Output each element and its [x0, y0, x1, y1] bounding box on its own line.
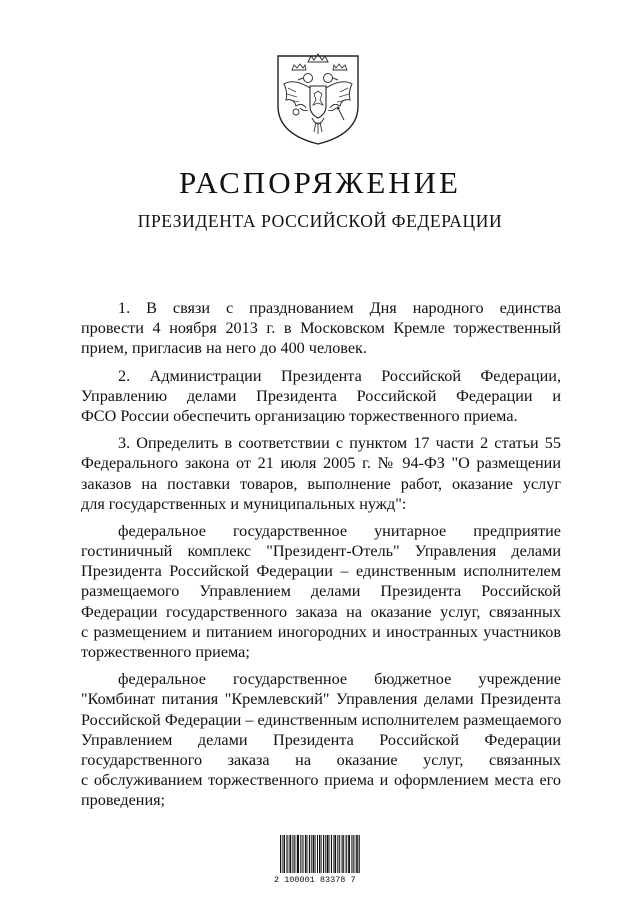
barcode-icon [280, 835, 360, 873]
paragraph-line: заказов на поставки товаров, выполнение работ, оказание услуг [81, 474, 561, 493]
paragraph-line: размещаемого Управлением делами Президента Российской [81, 582, 561, 601]
document-barcode [274, 826, 364, 888]
paragraph-line: федеральное государственное унитарное предприятие [118, 521, 561, 540]
document-title: РАСПОРЯЖЕНИЕ [179, 165, 461, 200]
paragraph-line: Управлением делами Президента Российской Федерации [81, 730, 561, 749]
paragraph-line: с размещением и питанием иногородних и иностранных участников [81, 622, 561, 641]
paragraph-line: Российской Федерации – единственным исполнителем размещаемого [81, 710, 562, 729]
document-subtitle: ПРЕЗИДЕНТА РОССИЙСКОЙ ФЕДЕРАЦИИ [137, 211, 503, 231]
paragraph-line: 1. В связи с празднованием Дня народного единства [118, 299, 561, 317]
paragraph-line: торжественного приема; [81, 643, 250, 661]
paragraph-line: Федерального закона от 21 июля 2005 г. № 94-ФЗ "О размещении [81, 454, 561, 473]
paragraph-line: 3. Определить в соответствии с пунктом 17 части 2 статьи 55 [118, 434, 561, 453]
paragraph-line: провести 4 ноября 2013 г. в Московском Кремле торжественный [81, 319, 561, 338]
paragraph-line: 2. Администрации Президента Российской Федерации, [118, 366, 561, 385]
russian-coat-of-arms-icon [272, 48, 364, 146]
paragraph-line: "Комбинат питания "Кремлевский" Управления делами Президента [81, 690, 561, 709]
paragraph-line: проведения; [81, 791, 166, 810]
paragraph-line: с обслуживанием торжественного приема и оформлением места его [81, 771, 561, 790]
paragraph-line: Президента Российской Федерации – единственным исполнителем [81, 562, 561, 581]
paragraph-line: гостиничный комплекс "Президент-Отель" Управления делами [81, 542, 561, 561]
document-body [81, 298, 561, 811]
paragraph-line: для государственных и муниципальных нужд": [81, 494, 407, 513]
paragraph-line: государственного заказа на оказание услуг, связанных [81, 750, 561, 769]
paragraph-line: прием, пригласив на него до 400 человек. [81, 339, 367, 358]
paragraph-line: Федерации государственного заказа на оказание услуг, связанных [81, 602, 561, 621]
paragraph-line: Управлению делами Президента Российской Федерации и [81, 386, 561, 405]
paragraph-line: федеральное государственное бюджетное учреждение [118, 670, 561, 689]
barcode-number: 2 100001 83378 7 [274, 875, 356, 885]
paragraph-line: ФСО России обеспечить организацию торжественного приема. [81, 406, 518, 425]
